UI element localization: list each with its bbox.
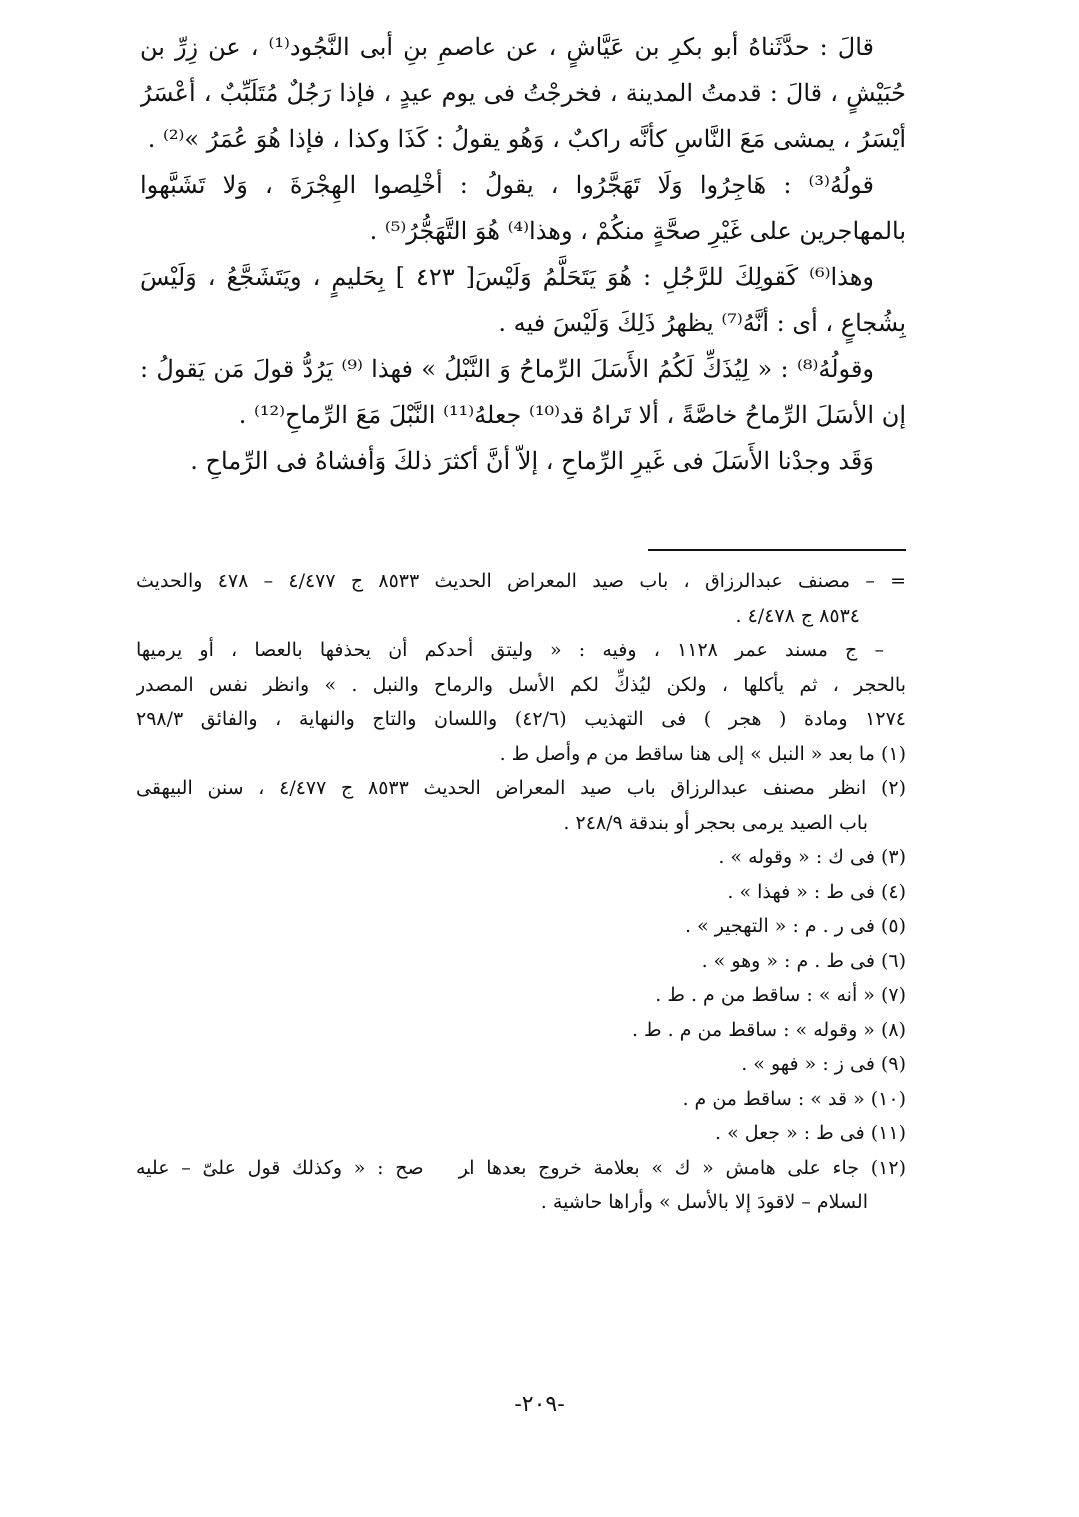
- footnote-line: باب الصيد يرمى بحجر أو بندقة ٢٤٨/٩ .: [563, 811, 868, 834]
- footnote-separator: [648, 549, 906, 551]
- footnote-line: (٤) فى ط : « فهذا » .: [727, 880, 906, 903]
- footnote-line: (١١) فى ط : « جعل » .: [714, 1122, 906, 1144]
- footnote-line: ٨٥٣٤ ج ٤/٤٧٨ .: [735, 604, 860, 627]
- body-line-8: وقولُهُ⁽⁸⁾ : « لِيُذَكِّ لَكُمُ الأَسَلَ الرِّماحُ وَ النَّبْلُ » فهذا ⁽⁹⁾ يَرُدُّ قولَ مَن يَقولُ :: [140, 355, 875, 383]
- body-line-7: بِشُجاعٍ ، أى : أنَّهُ⁽⁷⁾ يظهرُ ذَلِكَ وَلَيْسَ فيه .: [498, 309, 906, 337]
- main-text: [140, 24, 906, 484]
- footnote-line: (٩) فى ز : « فهو » .: [741, 1053, 906, 1075]
- body-line-6: وهذا⁽⁶⁾ كَقولِكَ للرَّجُلِ : هُوَ يَتَحَلَّمُ وَلَيْسَ[ ٤٢٣ ] بِحَليمٍ ، ويَتَشَجَّعُ ، وَلَيْسَ: [140, 263, 875, 291]
- body-line-10: وَقَد وجدْنا الأَسَلَ فى غَيرِ الرِّماحِ ، إلاّ أنَّ أكثرَ ذلكَ وَأفشاهُ فى الرِّماحِ .: [190, 447, 874, 475]
- footnotes: [136, 564, 906, 1220]
- footnote-line: (١٠) « قد » : ساقط من م .: [682, 1087, 906, 1110]
- footnote-line: (٥) فى ر . م : « التهجير » .: [684, 915, 906, 937]
- body-line-9: إن الأسَلَ الرِّماحُ خاصَّةً ، ألا تَراهُ قد⁽¹⁰⁾ جعلهُ⁽¹¹⁾ النَّبْلَ مَعَ الرِّماحِ⁽¹²⁾ .: [238, 401, 906, 429]
- footnote-line: (١٢) جاء على هامش « ك » بعلامة خروج بعدها ا‍ر ‍ ‍ صح : « وكذلك قول علىّ – عليه: [136, 1156, 906, 1179]
- page-number: -٢٠٩-: [514, 1392, 565, 1417]
- footnote-line: (٨) « وقوله » : ساقط من م . ط .: [631, 1018, 906, 1041]
- body-line-2: حُبَيْشٍ ، قالَ : قدمتُ المدينة ، فخرجْتُ فى يوم عيدٍ ، فإذا رَجُلٌ مُتَلَبِّبٌ ، أعْسَرُ: [140, 79, 906, 107]
- footnote-line: (٦) فى ط . م : « وهو » .: [701, 949, 906, 972]
- footnote-line: ١٢٧٤ ومادة ( هجر ) فى التهذيب (٤٢/٦) واللسان والتاج والنهاية ، والفائق ٢٩٨/٣: [136, 708, 906, 730]
- footnote-line: (٧) « أنه » : ساقط من م . ط .: [655, 984, 906, 1006]
- footnote-line: بالحجر ، ثم يأكلها ، ولكن ليُذكِّ لكم الأسل والرماح والنبل . » وانظر نفس المصدر: [136, 673, 906, 696]
- footnote-line: – ج مسند عمر ١١٢٨ ، وفيه : « وليتق أحدكم أن يحذفها بالعصا ، أو يرميها: [136, 639, 885, 661]
- body-line-1: قالَ : حدَّثَناهُ أبو بكرِ بن عَيَّاشٍ ، عن عاصمِ بنِ أبى النَّجُود⁽¹⁾ ، عن زِرِّ بن: [140, 33, 874, 61]
- body-line-4: قولُهُ⁽³⁾ : هَاجِرُوا وَلَا تَهَجَّرُوا ، يقولُ : أخْلِصوا الهِجْرَةَ ، وَلا تَشَبَّهوا: [140, 171, 874, 199]
- footnote-line: (٢) انظر مصنف عبدالرزاق باب صيد المعراض الحديث ٨٥٣٣ ج ٤/٤٧٧ ، سنن البيهقى: [136, 777, 906, 799]
- footnote-line: = – مصنف عبدالرزاق ، باب صيد المعراض الحديث ٨٥٣٣ ج ٤/٤٧٧ – ٤٧٨ والحديث: [136, 570, 906, 592]
- footnote-line: السلام – لاقودَ إلا بالأسل » وأراها حاشية .: [540, 1191, 868, 1213]
- body-line-5: بالمهاجرين على غَيْرِ صحَّةٍ منكُمْ ، وهذا⁽⁴⁾ هُوَ التَّهَجُّرُ⁽⁵⁾ .: [369, 217, 906, 245]
- footnote-line: (٣) فى ك : « وقوله » .: [718, 846, 906, 868]
- footnote-line: (١) ما بعد « النبل » إلى هنا ساقط من م وأصل ط .: [499, 742, 906, 765]
- body-line-3: أيْسَرُ ، يمشى مَعَ النَّاسِ كأنَّه راكبٌ ، وَهُو يقولُ : كَذَا وكذا ، فإذا هُوَ عُمَرُ »⁽²⁾ .: [147, 125, 906, 153]
